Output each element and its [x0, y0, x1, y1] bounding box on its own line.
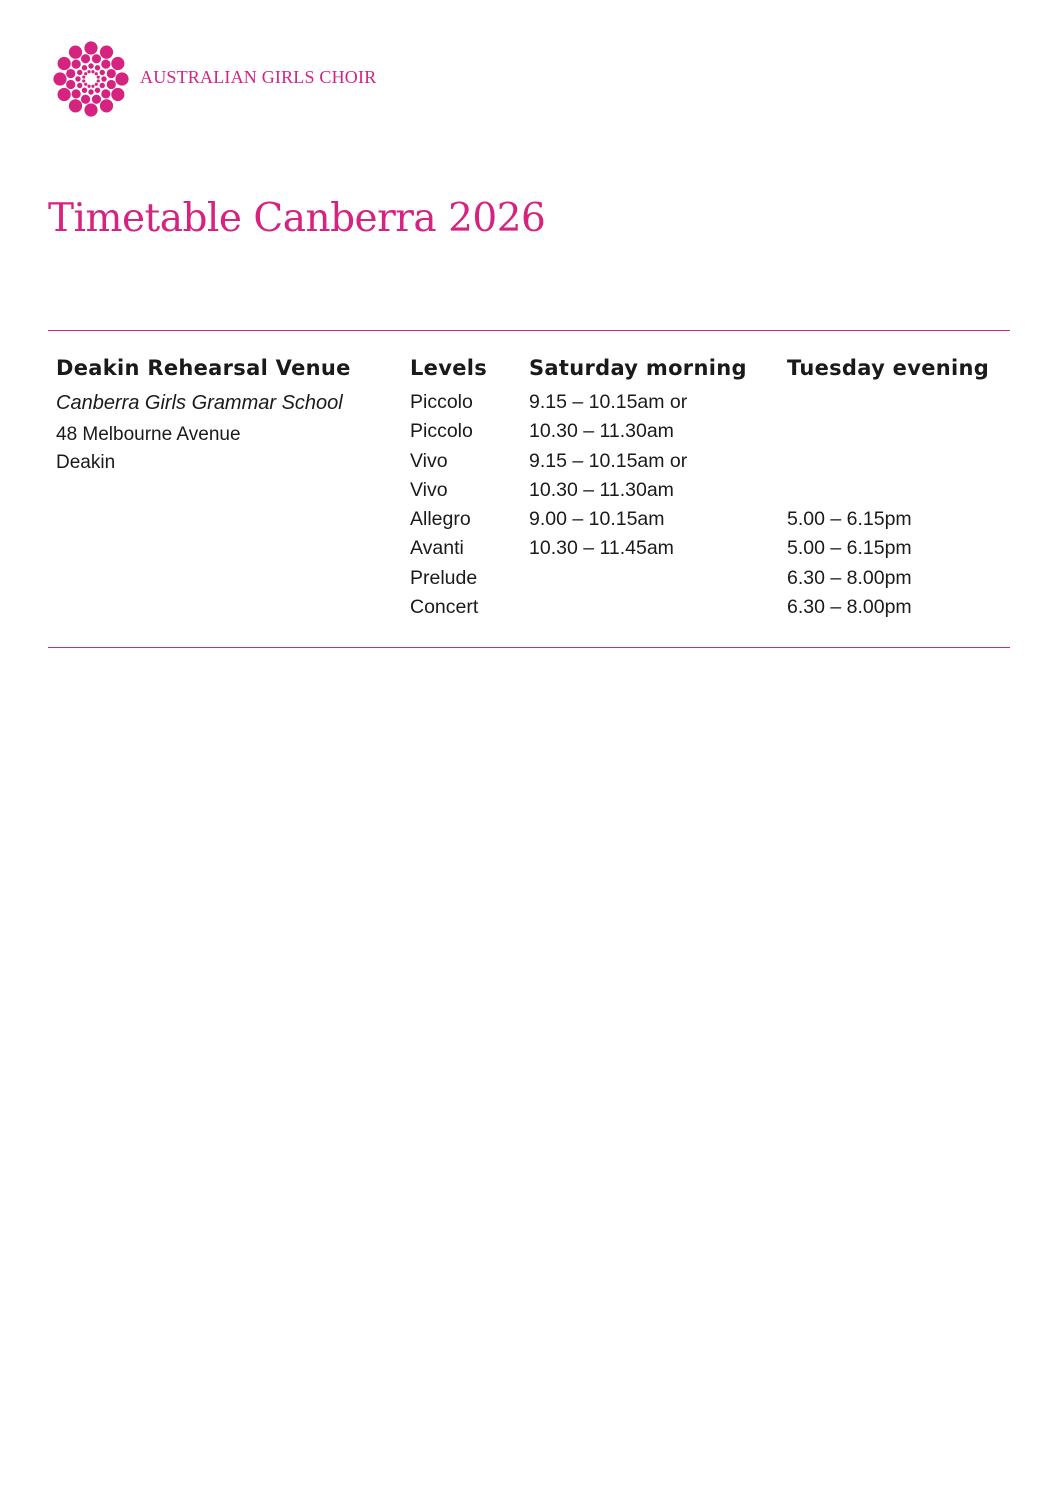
venue-address-suburb: Deakin [56, 452, 116, 473]
saturday-time-cell [529, 593, 779, 622]
tuesday-column [787, 352, 1010, 622]
venue-heading: Deakin Rehearsal Venue [56, 356, 351, 380]
tuesday-time-cell [787, 417, 1010, 446]
tuesday-time-cell [787, 388, 1010, 417]
tuesday-time-cell: 5.00 – 6.15pm [787, 537, 912, 560]
level-cell: Vivo [410, 449, 448, 472]
bottom-divider [48, 647, 1010, 648]
level-cell: Piccolo [410, 420, 473, 443]
level-cell: Vivo [410, 478, 448, 501]
tuesday-time-cell: 6.30 – 8.00pm [787, 596, 912, 619]
venue-address [56, 421, 396, 477]
level-cell: Concert [410, 596, 479, 619]
saturday-time-cell: 9.15 – 10.15am or [529, 391, 688, 413]
level-cell: Avanti [410, 537, 464, 560]
levels-column [410, 352, 520, 622]
levels-list [410, 388, 520, 622]
brand-logo [50, 38, 402, 120]
tuesday-time-cell: 6.30 – 8.00pm [787, 566, 912, 589]
flower-dots-logo-icon [50, 38, 134, 120]
saturday-column [529, 352, 779, 622]
tuesday-time-cell [787, 447, 1010, 476]
brand-name: AUSTRALIAN GIRLS CHOIR [140, 67, 377, 87]
saturday-header: Saturday morning [529, 356, 747, 380]
tuesday-list [787, 388, 1010, 622]
level-cell: Allegro [410, 508, 471, 531]
saturday-time-cell [529, 564, 779, 593]
tuesday-time-cell [787, 476, 1010, 505]
top-divider [48, 330, 1010, 331]
saturday-time-cell: 10.30 – 11.30am [529, 478, 674, 501]
venue-column [56, 352, 396, 477]
saturday-time-cell: 10.30 – 11.30am [529, 420, 674, 443]
venue-address-line: 48 Melbourne Avenue [56, 424, 241, 445]
saturday-list [529, 388, 779, 622]
level-cell: Prelude [410, 566, 478, 589]
venue-school: Canberra Girls Grammar School [56, 392, 343, 414]
page-title: Timetable Canberra 2026 [48, 196, 546, 241]
tuesday-time-cell: 5.00 – 6.15pm [787, 508, 912, 531]
tuesday-header: Tuesday evening [787, 356, 990, 380]
saturday-time-cell: 9.15 – 10.15am or [529, 449, 688, 472]
level-cell: Piccolo [410, 391, 473, 413]
saturday-time-cell: 10.30 – 11.45am [529, 537, 674, 560]
levels-header: Levels [410, 356, 488, 380]
saturday-time-cell: 9.00 – 10.15am [529, 508, 665, 531]
